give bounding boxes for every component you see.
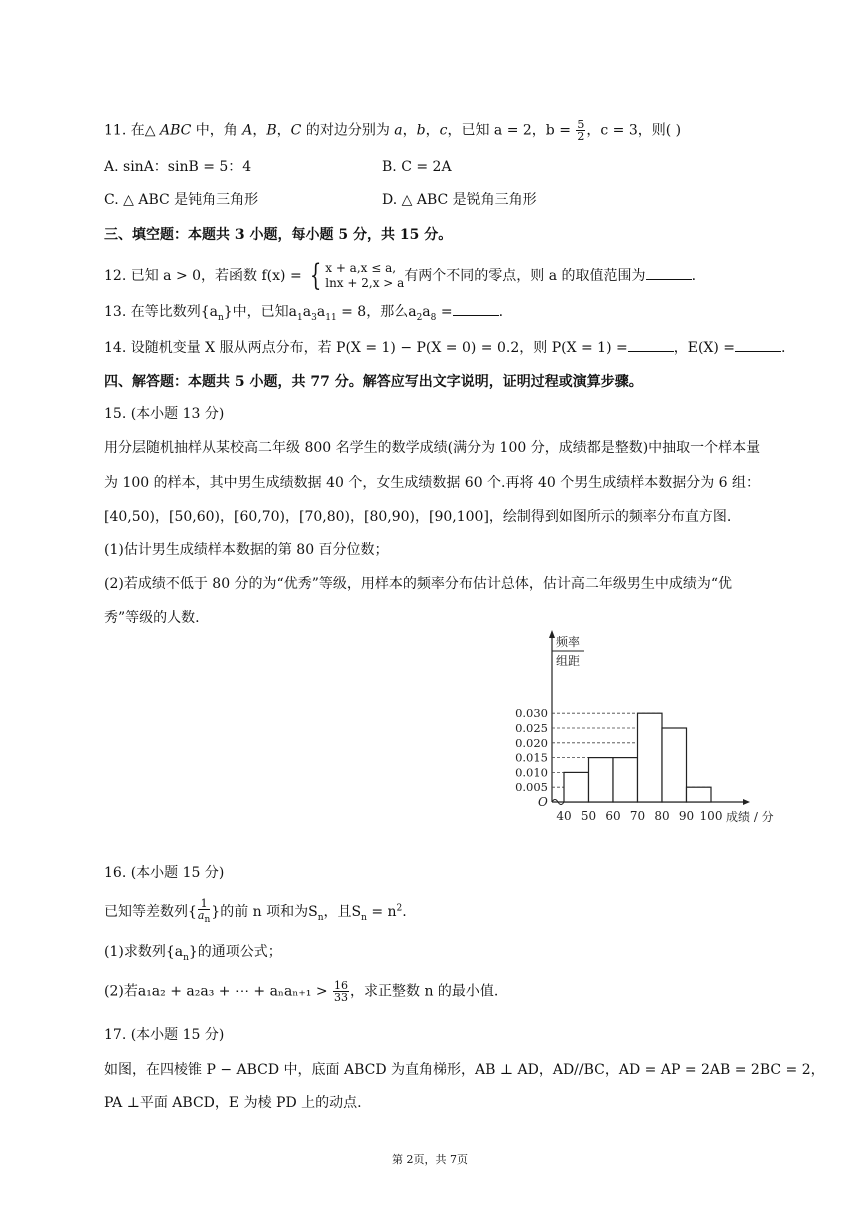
x-tick-label: 80: [654, 809, 670, 823]
piecewise-cases: x + a,x ≤ a, lnx + 2,x > a: [325, 261, 405, 290]
x-tick-label: 70: [629, 809, 646, 823]
question-13: 13. 在等比数列$\{a_n\}$中，已知$a_1a_3a_{11} = 8$，那么$a_2a_8$ = .: [104, 304, 504, 323]
histogram-bar: [589, 758, 614, 802]
x-tick-label: 90: [678, 809, 695, 823]
y-axis-arrow: [549, 630, 555, 638]
y-axis-label-bottom: 组距: [555, 654, 581, 668]
histogram-bar: [564, 772, 589, 802]
x-axis-arrow: [743, 799, 750, 805]
answer-blank: [453, 303, 499, 316]
y-tick-label: 0.020: [515, 735, 548, 750]
y-tick-label: 0.010: [515, 765, 548, 780]
y-tick-label: 0.015: [515, 750, 548, 765]
fraction-five-halves: $\frac{5}{2}$: [577, 118, 585, 143]
y-tick-label: 0.025: [515, 721, 548, 735]
y-axis-label-top: 频率: [555, 635, 581, 649]
question-16-part-2: (2)若a₁a₂ + a₂a₃ + ⋯ + aₙaₙ₊₁ > $\frac{16}{33}$ ，求正整数 n 的最小值.: [104, 979, 499, 1004]
question-15-part-1: (1)估计男生成绩样本数据的第 80 百分位数；: [104, 542, 389, 558]
question-16-part-1: (1)求数列$\{a_n\}$的通项公式；: [104, 944, 282, 963]
question-17-header: 17. (本小题 15 分): [104, 1027, 225, 1043]
question-14: 14. 设随机变量 X 服从两点分布，若 P(X = 1) − P(X = 0) = 0.2，则 P(X = 1) = ，E(X) = .: [104, 340, 786, 356]
question-12: 12. 已知 a > 0，若函数 f(x) = { x + a,x ≤ a, lnx + 2,x > a 有两个不同的零点，则 a 的取值范围为 .: [104, 258, 697, 293]
question-15-header: 15. (本小题 13 分): [104, 406, 225, 422]
question-15-part-2: (2)若成绩不低于 80 分的为“优秀”等级，用样本的频率分布估计总体，估计高二年级男生中成绩为“优: [104, 576, 733, 592]
fraction-one-over-an: $\frac{1}{a_n}$: [197, 897, 211, 926]
histogram-bar: [662, 728, 687, 802]
section-4-heading: 四、解答题：本题共 5 小题，共 77 分。解答应写出文字说明，证明过程或演算步骤。: [104, 374, 643, 390]
histogram-bar: [613, 758, 638, 802]
question-15-part-2-cont: 秀”等级的人数.: [104, 610, 200, 626]
question-15-line-1: 用分层随机抽样从某校高二年级 800 名学生的数学成绩(满分为 100 分，成绩都是整数)中抽取一个样本量: [104, 440, 761, 456]
fraction-16-33: $\frac{16}{33}$: [334, 979, 349, 1004]
y-tick-label: 0.005: [515, 780, 548, 795]
answer-blank: [735, 339, 781, 352]
histogram-bar: [687, 787, 712, 802]
frequency-histogram: [488, 624, 798, 834]
answer-blank: [628, 339, 674, 352]
y-tick-label: 0.030: [515, 706, 548, 721]
question-17-line-1: 如图，在四棱锥 P − ABCD 中，底面 ABCD 为直角梯形，AB ⊥ AD，AD//BC，AD = AP = 2AB = 2BC = 2，: [104, 1062, 825, 1078]
q11-option-a: A. sinA：sinB = 5：4: [104, 159, 252, 175]
x-axis-label: 成绩 / 分: [726, 810, 774, 824]
x-tick-label: 40: [556, 809, 572, 823]
question-15-line-3: [40,50)，[50,60)，[60,70)，[70,80)，[80,90)，[90,100]，绘制得到如图所示的频率分布直方图.: [104, 509, 732, 525]
histogram-bar: [638, 713, 663, 802]
question-15-line-2: 为 100 的样本，其中男生成绩数据 40 个，女生成绩数据 60 个.再将 40 个男生成绩样本数据分为 6 组：: [104, 475, 761, 491]
section-3-heading: 三、填空题：本题共 3 小题，每小题 5 分，共 15 分。: [104, 227, 453, 243]
question-11-stem: 11. 在△ ABC 中，角 A，B，C 的对边分别为 a，b，c，已知 a = 2，b = $\frac{5}{2}$ ，c = 3，则( ): [104, 118, 682, 143]
q11-option-b: B. C = 2A: [382, 159, 452, 175]
x-tick-label: 100: [699, 809, 723, 823]
question-16-line-1: 已知等差数列{ $\frac{1}{a_n}$ }的前 n 项和为$S_n$，且$S_n = n^2$.: [104, 897, 407, 926]
brace-symbol: {: [309, 258, 322, 293]
page-footer: 第 2页，共 7页: [392, 1153, 468, 1166]
q11-option-d: D. △ ABC 是锐角三角形: [382, 192, 537, 208]
x-tick-label: 60: [605, 809, 621, 823]
q11-option-c: C. △ ABC 是钝角三角形: [104, 192, 259, 208]
x-tick-label: 50: [580, 809, 597, 823]
answer-blank: [646, 267, 692, 280]
origin-label: O: [538, 795, 548, 809]
question-17-line-2: PA ⊥平面 ABCD，E 为棱 PD 上的动点.: [104, 1095, 362, 1111]
question-16-header: 16. (本小题 15 分): [104, 865, 225, 881]
